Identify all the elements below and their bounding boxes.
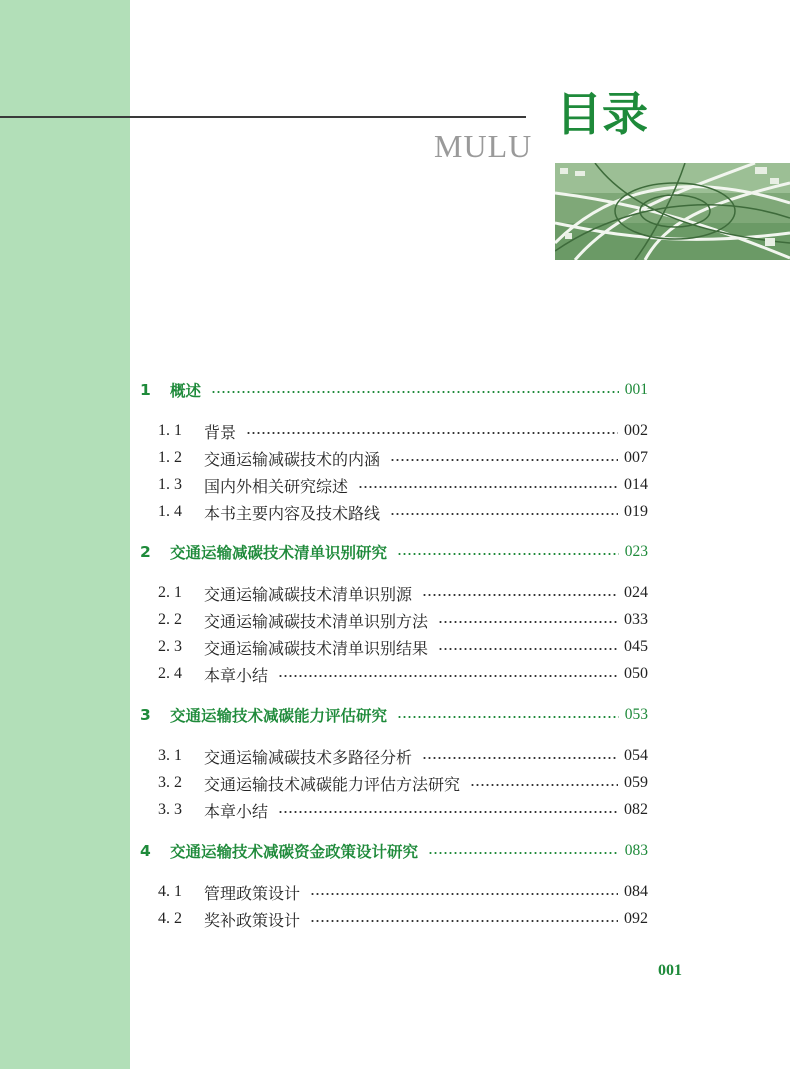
dot-leader (358, 486, 618, 488)
toc-entry-section-1-3[interactable]: 1. 3 国内外相关研究综述 014 (158, 476, 648, 496)
dot-leader (438, 648, 618, 650)
toc-entry-chapter-2[interactable]: 2 交通运输减碳技术清单识别研究 023 (140, 543, 648, 562)
page-ref: 054 (624, 747, 648, 764)
page-ref: 050 (624, 665, 648, 682)
page-ref: 002 (624, 422, 648, 439)
toc-entry-chapter-3[interactable]: 3 交通运输技术减碳能力评估研究 053 (140, 706, 648, 725)
dot-leader (390, 459, 618, 461)
page-ref: 033 (624, 611, 648, 628)
page-ref: 024 (624, 584, 648, 601)
toc-entry-section-1-4[interactable]: 1. 4 本书主要内容及技术路线 019 (158, 503, 648, 523)
page-ref: 053 (624, 706, 648, 723)
toc-entry-chapter-1[interactable]: 1 概述 001 (140, 381, 648, 400)
toc-entry-chapter-4[interactable]: 4 交通运输技术减碳资金政策设计研究 083 (140, 842, 648, 861)
toc-entry-section-3-2[interactable]: 3. 2 交通运输技术减碳能力评估方法研究 059 (158, 774, 648, 794)
dot-leader (470, 784, 618, 786)
page-ref: 092 (624, 910, 648, 927)
dot-leader (422, 594, 618, 596)
toc-entry-section-2-4[interactable]: 2. 4 本章小结 050 (158, 665, 648, 685)
page-ref: 082 (624, 801, 648, 818)
page-ref: 084 (624, 883, 648, 900)
dot-leader (422, 757, 618, 759)
page-number: 001 (658, 962, 682, 979)
header-rule (0, 116, 526, 118)
dot-leader (390, 513, 618, 515)
dot-leader (278, 675, 618, 677)
toc-entry-section-3-1[interactable]: 3. 1 交通运输减碳技术多路径分析 054 (158, 747, 648, 767)
page-title: 目录 (556, 87, 648, 141)
page-ref: 083 (624, 842, 648, 859)
page-ref: 045 (624, 638, 648, 655)
toc-entry-section-2-3[interactable]: 2. 3 交通运输减碳技术清单识别结果 045 (158, 638, 648, 658)
page-ref: 059 (624, 774, 648, 791)
page-ref: 014 (624, 476, 648, 493)
highway-interchange-photo (555, 163, 790, 260)
toc-entry-section-3-3[interactable]: 3. 3 本章小结 082 (158, 801, 648, 821)
page-ref: 001 (624, 381, 648, 398)
toc-entry-section-2-1[interactable]: 2. 1 交通运输减碳技术清单识别源 024 (158, 584, 648, 604)
toc-entry-section-4-1[interactable]: 4. 1 管理政策设计 084 (158, 883, 648, 903)
page-ref: 007 (624, 449, 648, 466)
dot-leader (397, 716, 619, 718)
dot-leader (246, 432, 618, 434)
toc-entry-section-4-2[interactable]: 4. 2 奖补政策设计 092 (158, 910, 648, 930)
dot-leader (397, 553, 619, 555)
side-color-band (0, 0, 130, 1069)
dot-leader (438, 621, 618, 623)
toc-entry-section-2-2[interactable]: 2. 2 交通运输减碳技术清单识别方法 033 (158, 611, 648, 631)
dot-leader (211, 391, 619, 393)
page-ref: 019 (624, 503, 648, 520)
toc-entry-section-1-2[interactable]: 1. 2 交通运输减碳技术的内涵 007 (158, 449, 648, 469)
dot-leader (278, 811, 618, 813)
toc-entry-section-1-1[interactable]: 1. 1 背景 002 (158, 422, 648, 442)
dot-leader (310, 893, 618, 895)
page-ref: 023 (624, 543, 648, 560)
page-title-pinyin: MULU (434, 128, 533, 164)
dot-leader (310, 920, 618, 922)
dot-leader (428, 852, 619, 854)
